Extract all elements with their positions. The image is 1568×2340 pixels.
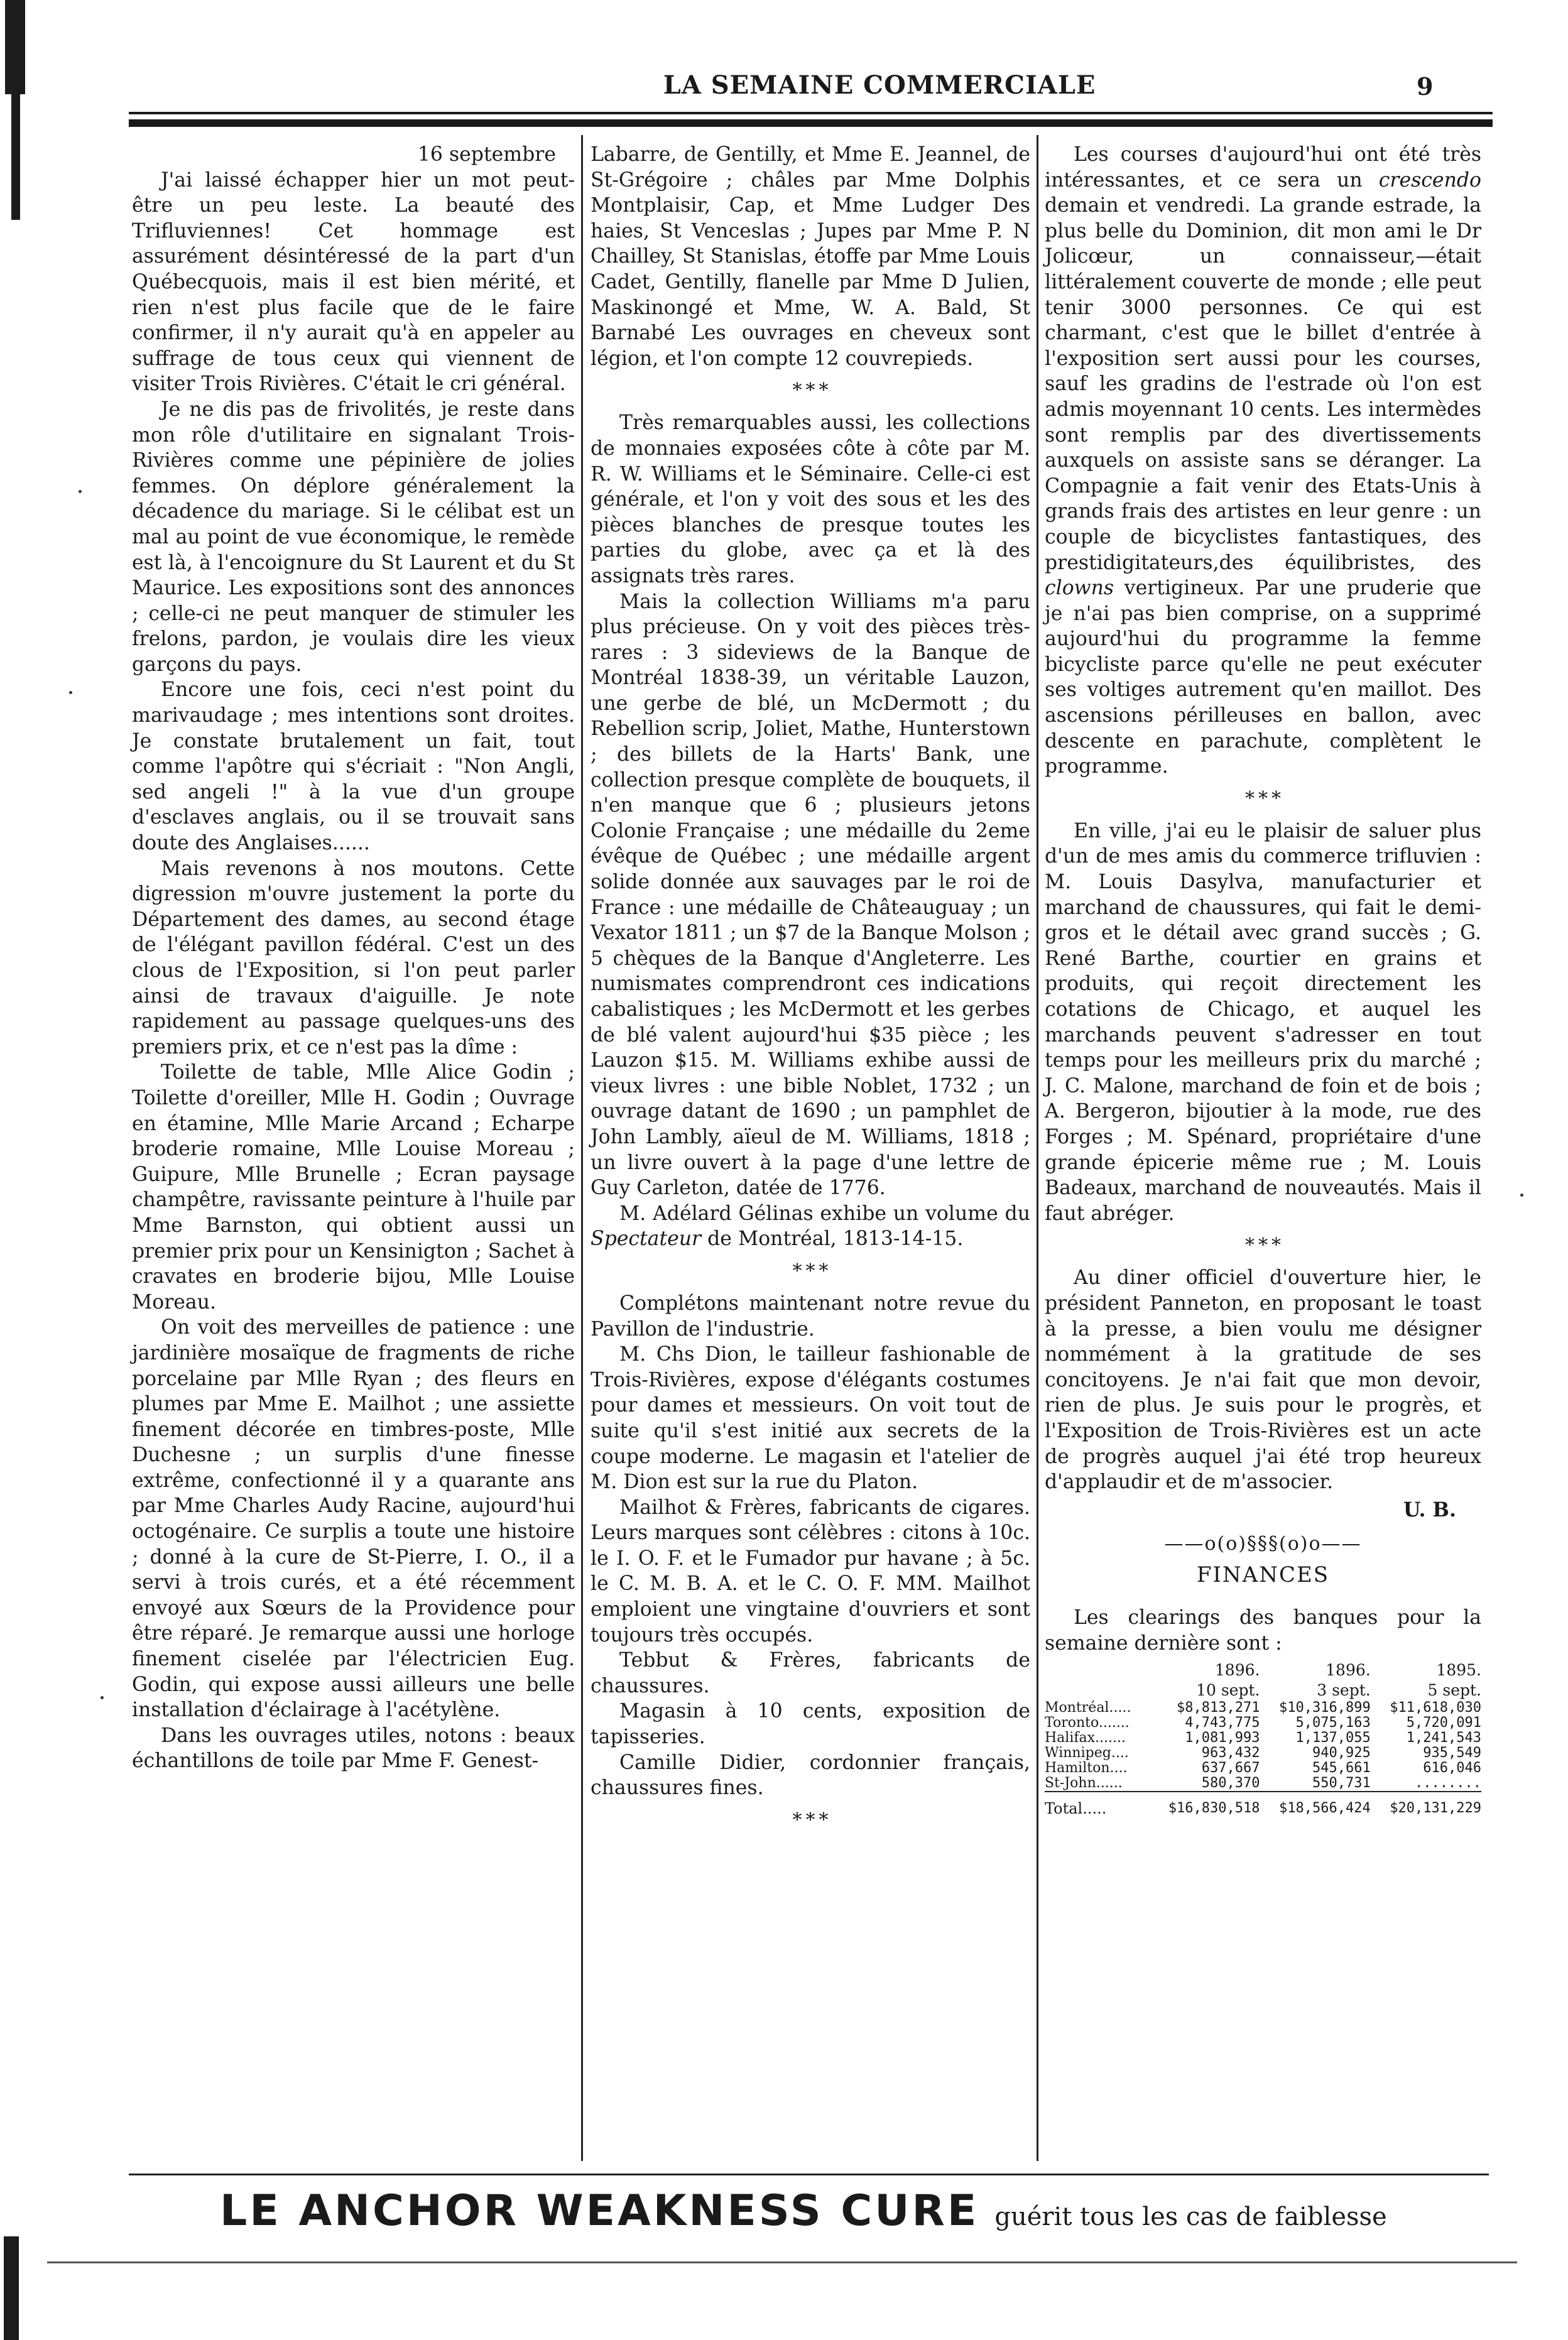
paragraph: Très remarquables aussi, les collections de monnaies exposées côte à côte par M. R. W. Williams et le Séminaire. Celle-ci est générale, et l'on y voit des sous et les des pièces blanches de presque toutes les parties du globe, avec ça et là des assignats très rares. [591,411,1030,587]
table-cell: $18,566,424 [1260,1792,1370,1816]
section-separator: * * * [792,379,829,402]
text-run: de Montréal, 1813-14-15. [701,1227,964,1251]
table-cell: 1,241,543 [1406,1729,1481,1746]
paragraph: Dans les ouvrages utiles, notons : beaux échantillons de toile par Mme F. Genest- [132,1724,575,1773]
section-title: FINANCES [1196,1562,1330,1587]
paragraph: Je ne dis pas de frivolités, je reste dans mon rôle d'utilitaire en signalant Trois-Rivières comme une pépinière de jolies femmes. On déplore généralement la décadence du mariage. Si le célibat est un mal au point de vue économique, le remède est là, à l'encoignure du St Laurent et du St Maurice. Les expositions sont des annonces ; celle-ci ne peut manquer de stimuler les frelons, pardon, je voulais dire les vieux garçons du pays. [132,398,575,676]
print-speck [1520,1194,1523,1197]
column-2 [591,142,1030,1840]
section-separator: * * * [1245,1234,1281,1257]
paragraph [591,1201,1030,1252]
emphasis: crescendo [1378,168,1481,192]
table-header-cell: 10 sept. [1196,1680,1260,1699]
text-run: demain et vendredi. La grande estrade, la plus belle du Dominion, dit mon ami le Dr Jolicœur, un connaisseur,—était littéralement couverte de monde ; elle peut tenir 3000 personnes. Ce qui est charmant, c'est que le billet d'entrée à l'exposition sert aussi pour les courses, sauf les gradins de l'estrade où l'on est admis moyennant 10 cents. Les intermèdes sont remplis par des divertissements auxquels on assiste sans se déranger. La Compagnie a fait venir des Etats-Unis à grands frais des artistes en leur genre : un couple de bicyclistes fantastiques, des prestidigitateurs,des équilibristes, des [1045,194,1481,574]
paragraph: Magasin à 10 cents, exposition de tapisseries. [591,1700,1030,1749]
table-cell: 637,667 [1201,1760,1260,1776]
column-3 [1045,142,1481,1816]
table-cell: $8,813,271 [1177,1699,1260,1716]
table-row [1045,1731,1481,1746]
masthead-title: LA SEMAINE COMMERCIALE [663,70,1096,100]
clearings-table [1045,1660,1481,1816]
table-cell: 935,549 [1423,1744,1481,1761]
table-header-cell [1045,1680,1149,1701]
table-cell: 940,925 [1312,1744,1371,1761]
table-header-cell: 1895. [1436,1660,1481,1679]
table-cell: 5,075,163 [1295,1714,1371,1731]
table-row [1045,1761,1481,1776]
advertisement-tagline: guérit tous les cas de faiblesse [994,2202,1387,2231]
left-edge-mark [11,94,20,220]
table-cell: 545,661 [1312,1760,1371,1776]
emphasis: clowns [1045,577,1114,600]
table-cell: Halifax....... [1045,1729,1126,1746]
left-edge-mark [4,2236,19,2340]
table-cell: 5,720,091 [1406,1714,1481,1731]
left-edge-mark [5,0,25,94]
table-cell: 1,137,055 [1295,1729,1371,1746]
table-cell: 1,081,993 [1185,1729,1260,1746]
table-cell: St-John...... [1045,1775,1123,1791]
table-cell: 4,743,775 [1185,1714,1260,1731]
table-row [1045,1746,1481,1761]
table-cell: 963,432 [1201,1744,1260,1761]
header-rule-thick [129,119,1493,127]
table-row [1045,1776,1481,1792]
column-1 [132,142,575,2155]
table-cell: 616,046 [1423,1760,1481,1776]
paragraph: Camille Didier, cordonnier français, chaussures fines. [591,1751,1030,1800]
table-cell: $16,830,518 [1149,1792,1260,1816]
paragraph: Les clearings des banques pour la semaine dernière sont : [1045,1606,1481,1655]
table-cell: 580,370 [1201,1775,1260,1791]
paragraph: Tebbut & Frères, fabricants de chaussures. [591,1649,1030,1697]
section-separator: * * * [792,1809,829,1831]
column-divider [1037,135,1038,2161]
table-row [1045,1701,1481,1716]
paragraph: J'ai laissé échapper hier un mot peut-être un peu leste. La beauté des Trifluviennes! Cet hommage est assurément désintéressé de la part d'un Québecquois, mais il est bien mérité, et rien n'est plus facile que de le faire confirmer, il n'y aurait qu'à en appeler au suffrage de tous ceux qui viennent de visiter Trois Rivières. C'était le cri général. [132,168,575,396]
table-cell: Montréal..... [1045,1699,1131,1716]
advertisement-product-name: LE ANCHOR WEAKNESS CURE [220,2186,979,2236]
paragraph: Labarre, de Gentilly, et Mme E. Jeannel, de St-Grégoire ; châles par Mme Dolphis Montplaisir, Cap, et Mme Ludger Des haies, St Venceslas ; Jupes par Mme P. N Chailley, St Stanislas, étoffe par Mme Louis Cadet, Gentilly, flanelle par Mme D Julien, Maskinongé et Mme, W. A. Bald, St Barnabé Les ouvrages en cheveux sont légion, et l'on compte 12 couvrepieds. [591,143,1030,370]
table-header-row [1045,1660,1481,1680]
page-number: 9 [1417,72,1434,101]
paragraph [1045,142,1481,780]
table-cell: 550,731 [1312,1775,1371,1791]
paragraph: Au diner officiel d'ouverture hier, le président Panneton, en proposant le toast à la presse, a bien voulu me désigner nommément à la gratitude de ses concitoyens. Je n'ai fait que mon devoir, rien de plus. Je suis pour le progrès, et l'Exposition de Trois-Rivières est un acte de progrès auquel j'ai été trop heureux d'applaudir et de m'associer. [1045,1266,1481,1494]
print-speck [79,490,82,493]
table-row [1045,1716,1481,1731]
paragraph: Toilette de table, Mlle Alice Godin ; Toilette d'oreiller, Mlle H. Godin ; Ouvrage en étamine, Mlle Marie Arcand ; Echarpe broderie romaine, Mlle Louise Moreau ; Guipure, Mlle Brunelle ; Ecran paysage champêtre, ravissante peinture à l'huile par Mme Barnston, qui obtient aussi un premier prix pour un Kensinigton ; Sachet à cravates en broderie bijou, Mlle Louise Moreau. [132,1061,575,1314]
print-speck [101,1696,104,1699]
section-separator: * * * [792,1260,829,1282]
paragraph: Encore une fois, ceci n'est point du marivaudage ; mes intentions sont droites. Je constate brutalement un fait, tout comme l'apôtre qui s'écriait : "Non Angli, sed angeli !" à la vue d'un groupe d'esclaves anglais, ou il se trouvait sans doute des Anglaises...... [132,678,575,855]
author-signature: U. B. [1403,1498,1456,1521]
table-cell: $10,316,899 [1279,1699,1371,1716]
text-run: M. Adélard Gélinas exhibe un volume du [619,1202,1030,1225]
print-speck [69,691,72,694]
paragraph: M. Chs Dion, le tailleur fashionable de Trois-Rivières, expose d'élégants costumes pour dames et messieurs. On voit tout de suite qu'il s'est initié aux secrets de la coupe moderne. Le magasin et l'atelier de M. Dion est sur la rue du Platon. [591,1343,1030,1494]
table-cell: $11,618,030 [1390,1699,1481,1716]
ornamental-rule: ——o(o)§§§(o)o—— [1164,1533,1362,1555]
banner-rule [129,2174,1489,2175]
table-cell: ........ [1415,1775,1481,1791]
table-cell: Winnipeg.... [1045,1744,1129,1761]
table-cell: Hamilton.... [1045,1760,1128,1776]
paragraph: En ville, j'ai eu le plaisir de saluer plus d'un de mes amis du commerce trifluvien : M. Louis Dasylva, manufacturier et marchand de chaussures, qui fait le demi-gros et le détail avec grand succès ; G. René Barthe, courtier en grains et produits, qui reçoit directement les cotations de Chicago, et auquel les marchands peuvent s'adresser en tout temps pour les meilleurs prix du marché ; J. C. Malone, marchand de foin et de bois ; A. Bergeron, bijoutier à la mode, rue des Forges ; M. Spénard, propriétaire d'une grande épicerie même rue ; M. Louis Badeaux, marchand de nouveautés. Mais il faut abréger. [1045,819,1481,1225]
dateline: 16 septembre [417,143,556,166]
table-cell: Toronto....... [1045,1714,1130,1731]
table-cell: Total..... [1045,1792,1149,1816]
table-total-row [1045,1792,1481,1816]
text-run: Les courses d'aujourd'hui ont été très intéressantes, et ce sera un [1045,143,1481,192]
table-header-row [1045,1680,1481,1701]
table-header-cell [1045,1660,1149,1680]
paragraph: Mailhot & Frères, fabricants de cigares. Leurs marques sont célèbres : citons à 10c. le I. O. F. et le Fumador pur havane ; à 5c. le C. M. B. A. et le C. O. F. MM. Mailhot emploient une vingtaine d'ouvriers et sont toujours très occupés. [591,1496,1030,1646]
bottom-rule [47,2261,1517,2263]
header-rule [129,112,1493,114]
table-header-cell: 1896. [1214,1660,1260,1679]
paragraph: Mais la collection Williams m'a paru plus précieuse. On y voit des pièces très-rares : 3 sideviews de la Banque de Montréal 1838-39, un véritable Lauzon, une gerbe de blé, un McDermott ; du Rebellion scrip, Joliet, Mathe, Hunterstown ; des billets de la Harts' Bank, une collection presque complète de bouquets, il n'en manque que 6 ; plusieurs jetons Colonie Française ; une médaille du 2eme évêque de Québec ; une médaille argent solide donnée aux sauvages par le roi de France : une médaille de Châteauguay ; un Vexator 1811 ; un $7 de la Banque Molson ; 5 chèques de la Banque d'Angleterre. Les numismates comprendront ces indications cabalistiques ; les McDermott et les gerbes de blé valent aujourd'hui $35 pièce ; les Lauzon $15. M. Williams exhibe aussi de vieux livres : une bible Noblet, 1732 ; un ouvrage datant de 1690 ; un pamphlet de John Lambly, aïeul de M. Williams, 1818 ; un livre ouvert à la page d'une lettre de Guy Carleton, datée de 1776. [591,590,1030,1200]
section-separator: * * * [1245,787,1281,810]
table-cell: $20,131,229 [1371,1792,1481,1816]
table-header-cell: 1896. [1326,1660,1371,1679]
column-divider [581,135,583,2161]
table-header-cell: 5 sept. [1427,1680,1481,1699]
table-header-cell: 3 sept. [1317,1680,1371,1699]
paragraph: Mais revenons à nos moutons. Cette digression m'ouvre justement la porte du Département des dames, au second étage de l'élégant pavillon fédéral. C'est un des clous de l'Exposition, si l'on peut parler ainsi de travaux d'aiguille. Je note rapidement au passage quelques-uns des premiers prix, et ce n'est pas la dîme : [132,857,575,1058]
paragraph: On voit des merveilles de patience : une jardinière mosaïque de fragments de riche porcelaine par Mlle Ryan ; des fleurs en plumes par Mme E. Mailhot ; une assiette finement décorée en timbres-poste, Mlle Duchesne ; un surplis d'une finesse extrême, confectionné il y a quarante ans par Mme Charles Audy Racine, aujourd'hui octogénaire. Ce surplis a toute une histoire ; donné à la cure de St-Pierre, I. O., il a servi à trois curés, et a été récemment envoyé aux Sœurs de la Providence pour être réparé. Je remarque aussi une horloge finement ciselée par l'électricien Eug. Godin, qui expose aussi ailleurs une belle installation d'éclairage à l'acétylène. [132,1316,575,1722]
publication-title: Spectateur [591,1227,702,1251]
paragraph: Complétons maintenant notre revue du Pavillon de l'industrie. [591,1292,1030,1341]
text-run: vertigineux. Par une pruderie que je n'ai pas bien comprise, on a supprimé aujourd'hui du programme la femme bicycliste parce qu'elle ne peut exécuter ses voltiges autrement qu'en maillot. Des ascensions périlleuses en ballon, avec descente en parachute, complètent le programme. [1045,577,1481,778]
advertisement-banner [220,2186,1514,2236]
